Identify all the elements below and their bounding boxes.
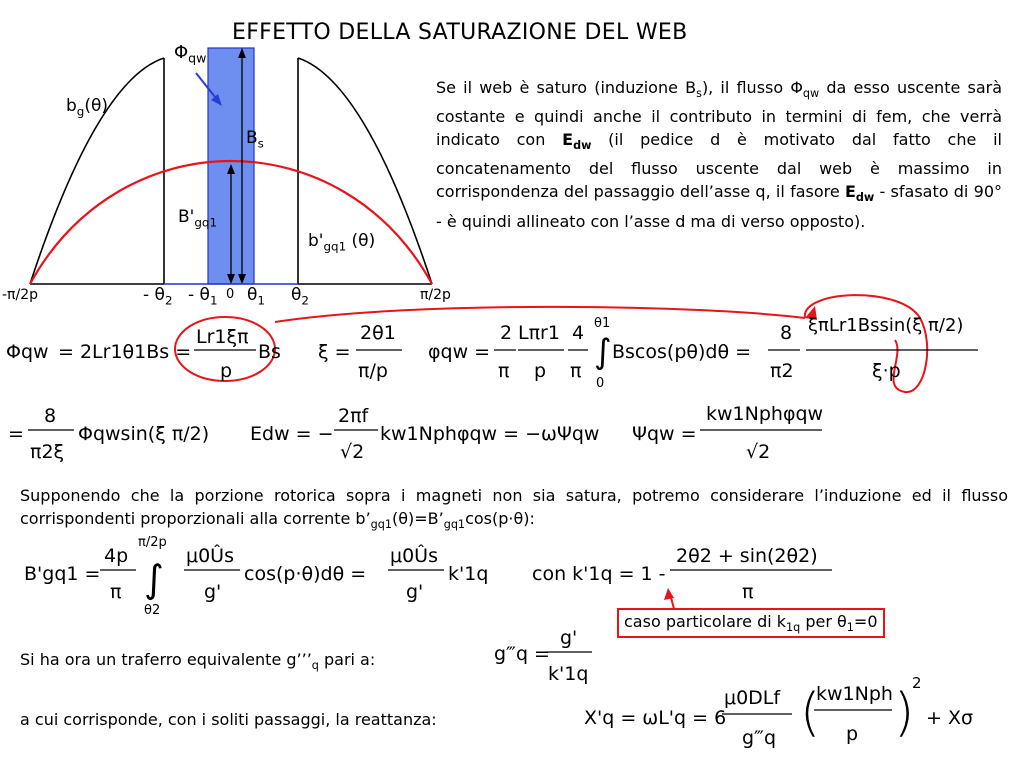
eq6-num: kw1Nphφqw (706, 403, 824, 425)
bq-int-upper: π/2p (138, 535, 167, 550)
xq-paren-left: ( (800, 683, 821, 743)
bq-g2-den: g' (406, 581, 424, 603)
box-arrow-head (664, 588, 674, 600)
bs-label: $B_s$ (246, 128, 264, 151)
eq2-lhs: ξ = (318, 341, 351, 363)
k1q-con: con k'1q = 1 - (532, 563, 666, 585)
bq-lhs: B'gq1 = (24, 563, 101, 585)
eq1-lhs: Φqw (6, 341, 49, 363)
paragraph-unsaturated: Supponendo che la porzione rotorica sopra i magneti non sia satura, potremo considerare l’induzione ed il flusso corrispondenti proporzionali alla corrente $b’_{gq1}(\theta)=B’_{gq1}\cos(p\cdot\theta)$: (20, 486, 1008, 532)
eq4-lhs: = (8, 423, 24, 445)
xq-f-den: g‴q (742, 727, 777, 749)
eq2-den: π/p (358, 360, 388, 382)
eq3-big-num: ξπLr1Bssin(ξ π/2) (808, 315, 964, 336)
bq-int-lower: θ2 (144, 603, 161, 618)
bq-g-num: μ0Ûs (186, 545, 234, 567)
xq-f-num: μ0DLf (724, 687, 781, 709)
xq-exp: 2 (912, 674, 922, 692)
axis-left-label: -π/2p (2, 287, 38, 303)
eq3-f3-num: 4 (572, 322, 585, 344)
tick-theta1: $\theta_1$ (247, 285, 265, 308)
bq-mid: cos(p·θ)dθ = (244, 563, 367, 585)
eq3-f1-num: 2 (500, 322, 513, 344)
bg-label: $b_g(\theta)$ (66, 96, 109, 119)
eq5-den: √2 (340, 441, 365, 463)
equation-row-1 (0, 305, 1024, 405)
phi-qw-label: $\Phi_{qw}$ (174, 42, 207, 66)
tick-zero: 0 (226, 287, 235, 302)
equation-row-2 (0, 400, 1024, 475)
eq4-tail: Φqwsin(ξ π/2) (78, 423, 210, 445)
bq-integral-sign: ∫ (144, 557, 164, 601)
eq3-f2-den: p (534, 360, 547, 382)
gq-num: g' (560, 627, 578, 649)
bq-g-den: g' (204, 581, 222, 603)
equation-row-3 (0, 530, 1024, 620)
bq-g2-num: μ0Ûs (390, 545, 438, 567)
axis-right-label: π/2p (420, 287, 451, 303)
bq-tail: k'1q (448, 563, 489, 585)
bgq1-label: $B'_{gq1}$ (178, 207, 218, 230)
paragraph-equivalent-gap: Si ha ora un traferro equivalente $g’’’_q$ pari a: (20, 650, 376, 673)
reactance-equation (580, 674, 1020, 764)
eq3-lhs: φqw = (428, 341, 491, 363)
paragraph-web-saturation: Se il web è saturo (induzione $B_s$), il flusso $\Phi_{qw}$ da esso uscente sarà costante e quindi anche il contributo in termini di fem, che verrà indicato con $E_{dw}$ (il pedice d è motivato dal fatto che il concatenamento del flusso uscente dal web è massimo in corrispondenza del passaggio dell’asse q, il fasore $E_{dw}$ - sfasato di 90° - è quindi allineato con l’asse d ma di verso opposto). (436, 78, 1003, 231)
eq3-int-lower: 0 (596, 376, 605, 391)
xq-lhs: X'q = ωL'q = 6 (584, 707, 727, 729)
eq4-den: π2ξ (30, 441, 65, 463)
bq-f-den: π (110, 581, 122, 603)
eq6-lhs: Ψqw = (632, 423, 697, 445)
page-title: EFFETTO DELLA SATURAZIONE DEL WEB (232, 20, 688, 45)
eq3-big-den: ξ·p (872, 360, 901, 382)
eq5-tail: kw1Nphφqw = −ωΨqw (380, 423, 600, 445)
k1q-num: 2θ2 + sin(2θ2) (676, 545, 818, 567)
gq-den: k'1q (548, 663, 589, 685)
xq-tail: + Xσ (926, 707, 974, 729)
eq1-mid: = 2Lr1θ1Bs = (58, 341, 192, 363)
xq-p-den: p (846, 723, 859, 745)
tick-theta2: $\theta_2$ (291, 285, 309, 308)
eq2-num: 2θ1 (360, 322, 396, 344)
paragraph-reactance: a cui corrisponde, con i soliti passaggi, la reattanza: (20, 710, 437, 729)
eq3-f2-num: Lπr1 (518, 322, 560, 344)
gq-lhs: g‴q = (494, 643, 550, 665)
eq3-r-num: 8 (780, 322, 793, 344)
eq3-integral-sign: ∫ (594, 332, 612, 372)
bgq1-curve-label: $b'_{gq1}$ (θ) (308, 231, 376, 254)
eq1-frac-den: p (220, 360, 233, 382)
eq1-tail: Bs (258, 341, 281, 363)
eq4-num: 8 (44, 405, 57, 427)
k1q-den: π (742, 581, 754, 603)
special-case-box: caso particolare di $k_{1q}$ per $\theta_1=0$ (617, 608, 885, 638)
xq-p-num: kw1Nph (816, 683, 893, 705)
eq3-int-upper: θ1 (594, 316, 611, 331)
eq3-f3-den: π (570, 360, 582, 382)
eq3-r-den: π2 (770, 360, 794, 382)
tick-minus-theta1: - $\theta_1$ (188, 285, 218, 308)
eq6-den: √2 (746, 441, 771, 463)
eq3-f1-den: π (498, 360, 510, 382)
xq-paren-right: ) (894, 683, 915, 743)
eq5-num: 2πf (338, 405, 369, 427)
eq3-integrand: Bscos(pθ)dθ = (612, 341, 752, 363)
eq1-frac-num: Lr1ξπ (196, 326, 249, 348)
eq5-lhs: Edw = − (250, 423, 334, 445)
tick-minus-theta2: - $\theta_2$ (143, 285, 173, 308)
bq-f-num: 4p (104, 545, 129, 567)
